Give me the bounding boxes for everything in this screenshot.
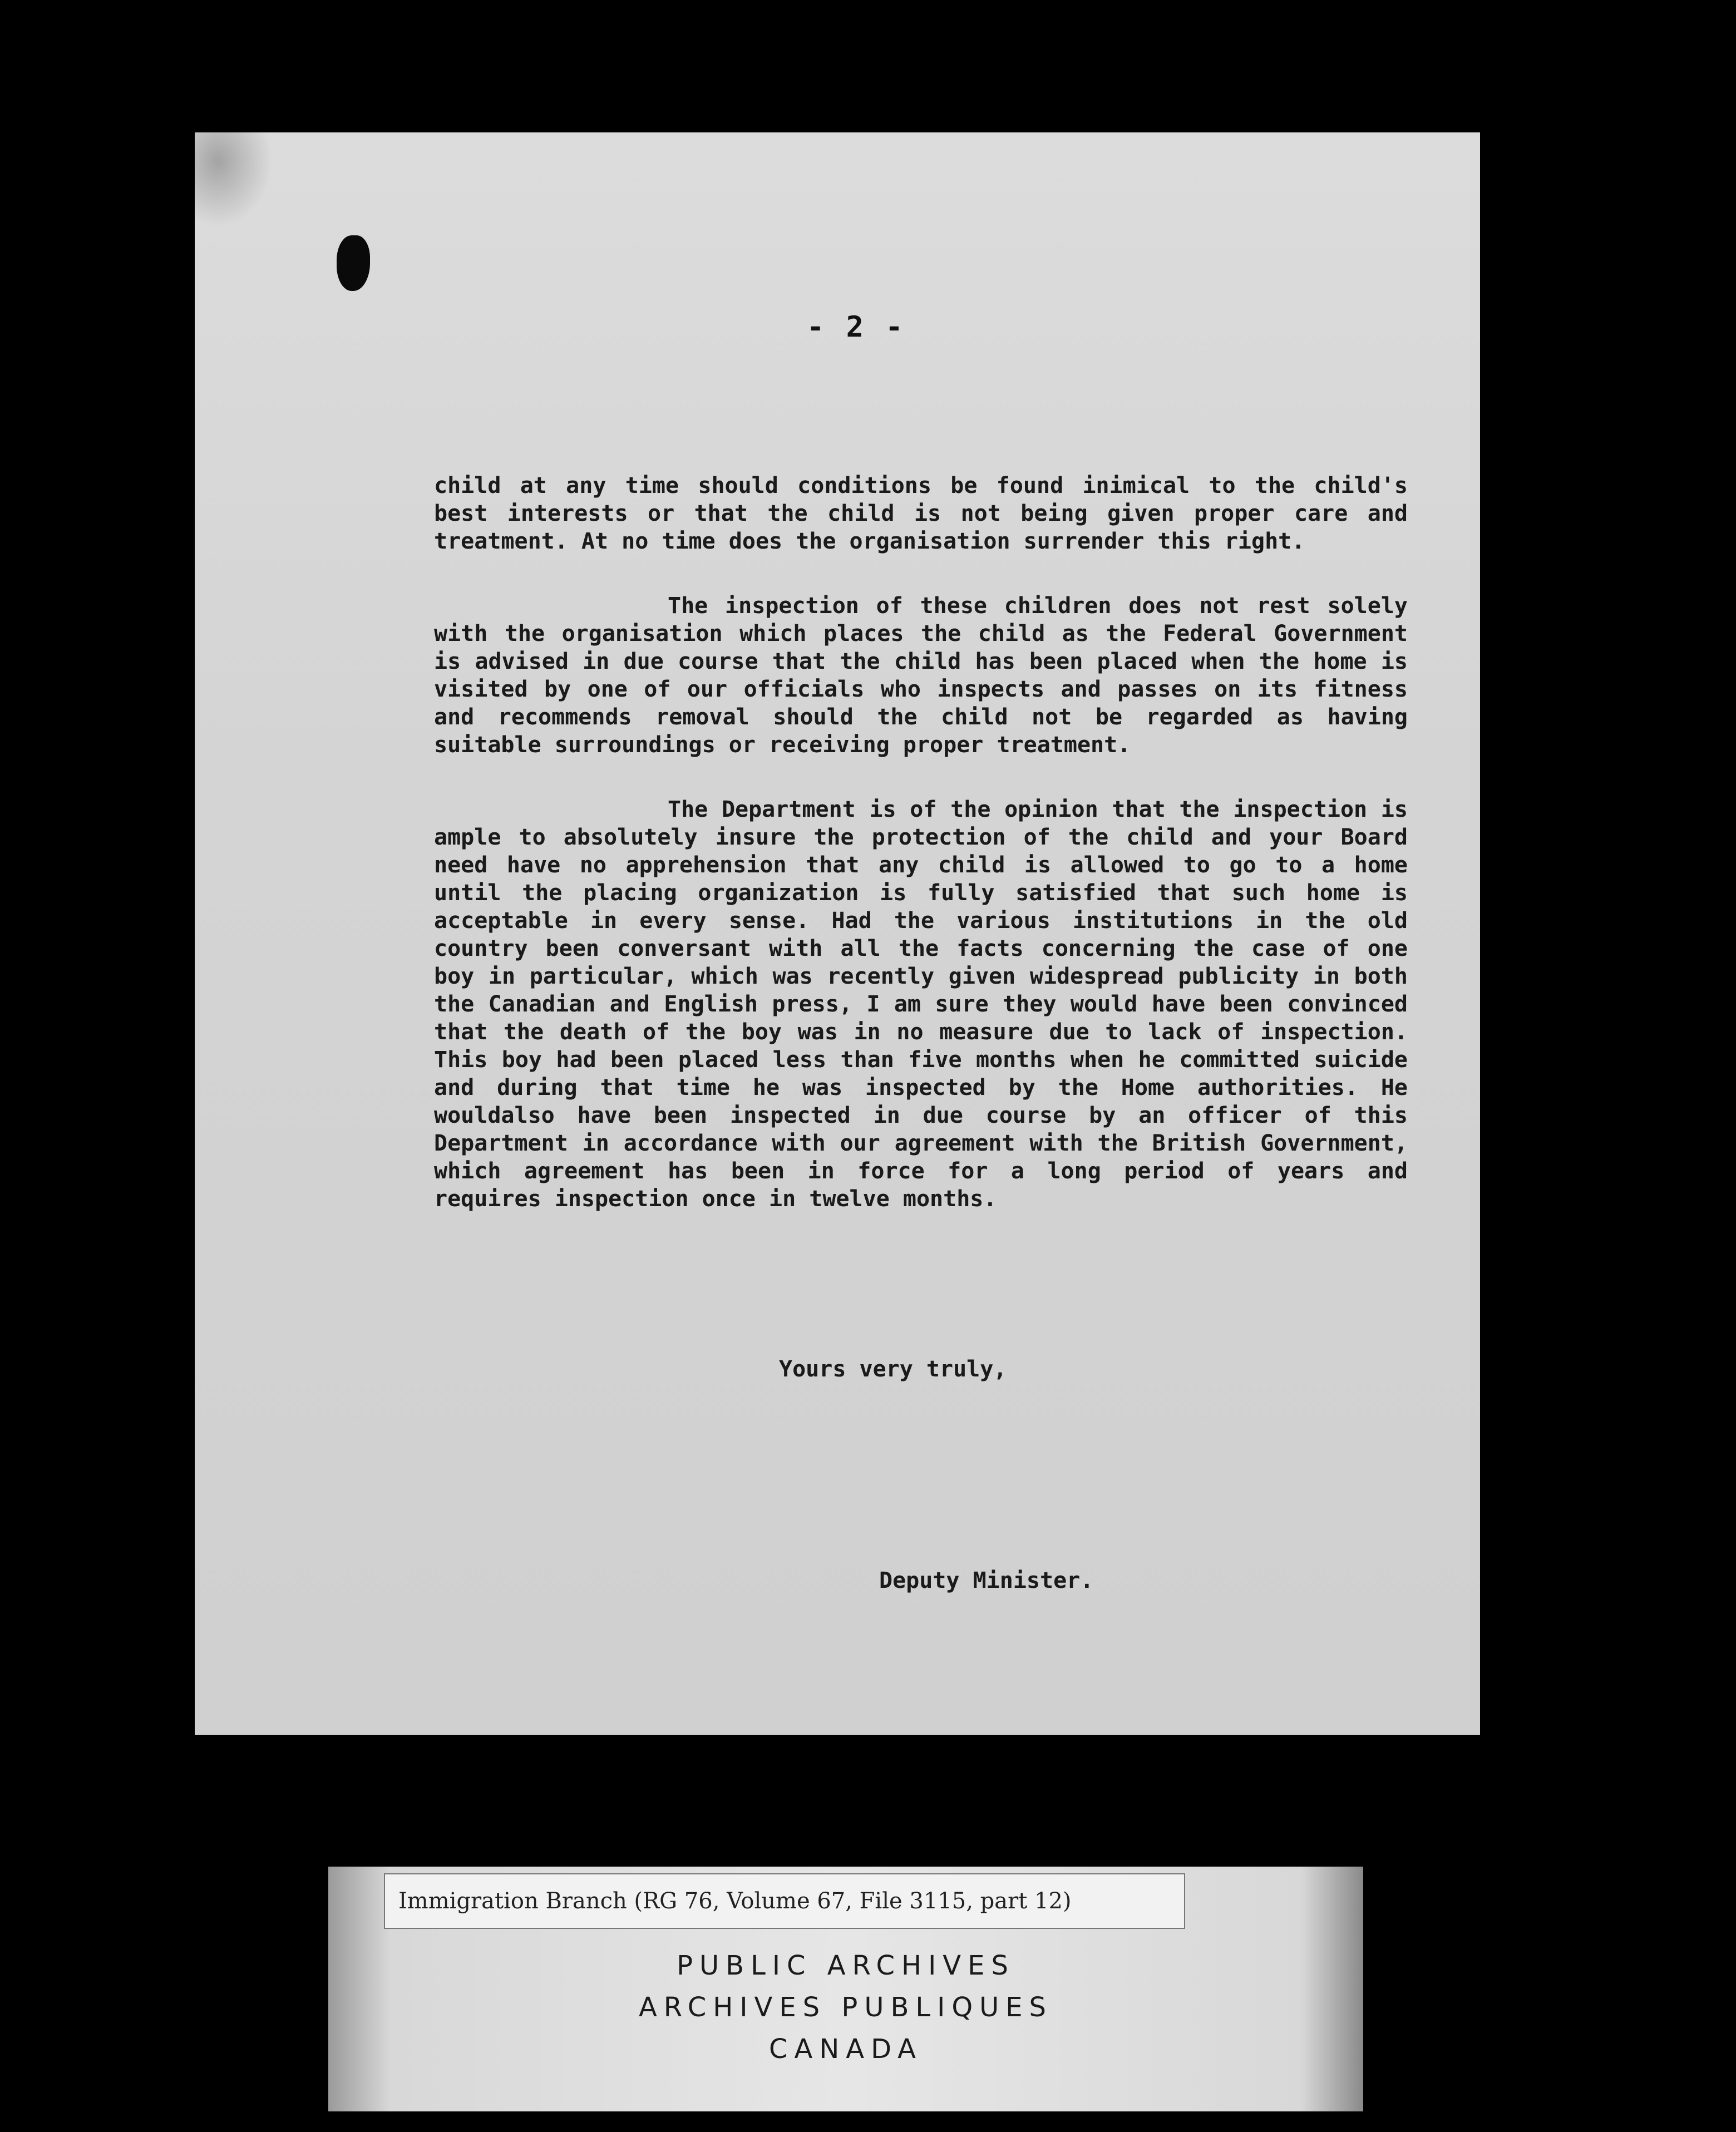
archive-reference-tag: Immigration Branch (RG 76, Volume 67, File 3115, part 12): [384, 1873, 1185, 1929]
paragraph-1: child at any time should conditions be found inimical to the child's best interests or that the child is not being given proper care and treatment. At no time does the organisation surrender this right.: [434, 473, 1408, 554]
paragraph-2: The inspection of these children does not rest solely with the organisation which places the child as the Federal Government is advised in due course that the child has been placed when the home is visited by one of our officials who inspects and passes on its fitness and recommends removal should the child not be regarded as having suitable surroundings or receiving proper treatment.: [434, 593, 1408, 758]
archive-line-french: ARCHIVES PUBLIQUES: [638, 1992, 1053, 2023]
punch-hole: [337, 235, 370, 291]
page-number: - 2 -: [807, 310, 905, 344]
archive-line-english: PUBLIC ARCHIVES: [677, 1950, 1015, 1981]
letter-page: [195, 132, 1480, 1735]
closing-salutation: Yours very truly,: [779, 1356, 1007, 1382]
letter-body: [434, 472, 1408, 1250]
archive-line-country: CANADA: [768, 2034, 923, 2065]
page-corner-stain: [195, 132, 273, 227]
paragraph-3: The Department is of the opinion that the inspection is ample to absolutely insure the protection of the child and your Board need have no apprehension that any child is allowed to go to a home until the placing organization is fully satisfied that such home is acceptable in every sense. Had the various institutions in the old country been conversant with all the facts concerning the case of one boy in particular, which was recently given widespread publicity in both the Canadian and English press, I am sure they would have been convinced that the death of the boy was in no measure due to lack of inspection. This boy had been placed less than five months when he committed suicide and during that time he was inspected by the Home authorities. He wouldalso have been inspected in due course by an officer of this Department in accordance with our agreement with the British Government, which agreement has been in force for a long period of years and requires inspection once in twelve months.: [434, 797, 1408, 1212]
archive-label: [328, 1867, 1363, 2111]
signature-title: Deputy Minister.: [879, 1568, 1094, 1593]
